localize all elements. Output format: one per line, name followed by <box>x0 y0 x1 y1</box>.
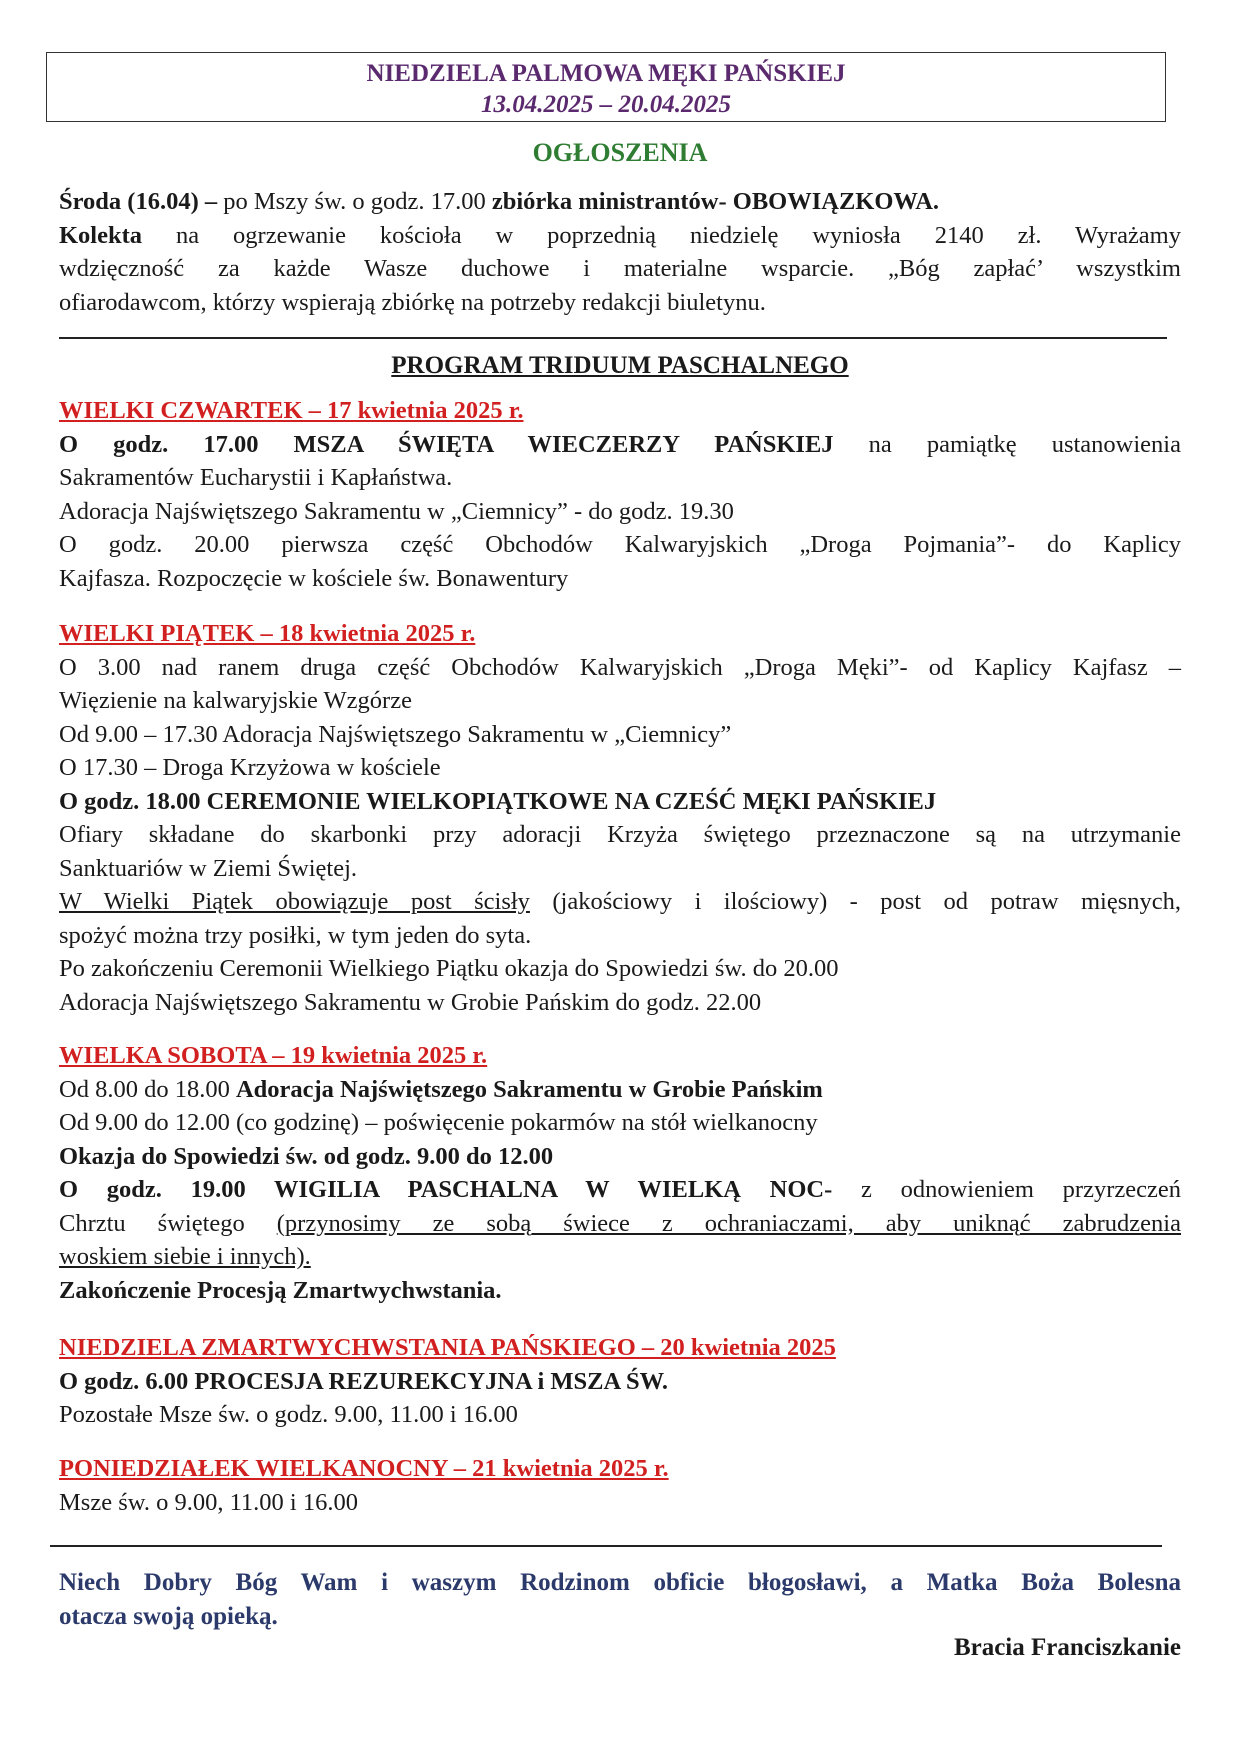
monday-title: PONIEDZIAŁEK WIELKANOCNY – 21 kwietnia 2025 r. <box>59 1455 669 1482</box>
friday-confession: Po zakończeniu Ceremonii Wielkiego Piątku okazja do Spowiedzi św. do 20.00 <box>59 955 839 982</box>
section-saturday <box>59 1039 1181 1307</box>
sunday-line-2: Pozostałe Msze św. o godz. 9.00, 11.00 i 16.00 <box>59 1401 518 1428</box>
friday-offering-2: Sanktuariów w Ziemi Świętej. <box>59 854 358 882</box>
announcements-body <box>59 185 1181 319</box>
friday-line-1: O 3.00 nad ranem druga część Obchodów Kalwaryjskich „Droga Męki”- od Kaplicy Kajfasz – <box>59 653 1181 681</box>
friday-ceremony: O godz. 18.00 CEREMONIE WIELKOPIĄTKOWE NA CZEŚĆ MĘKI PAŃSKIEJ <box>59 787 937 815</box>
bulletin-dates: 13.04.2025 – 20.04.2025 <box>481 91 731 118</box>
wednesday-text: po Mszy św. o godz. 17.00 <box>217 188 492 215</box>
friday-line-4: O 17.30 – Droga Krzyżowa w kościele <box>59 754 441 781</box>
title-box <box>46 52 1166 122</box>
blessing-line-2: otacza swoją opieką. <box>59 1603 278 1630</box>
friday-fast-2: spożyć można trzy posiłki, w tym jeden do syta. <box>59 921 532 949</box>
divider-bottom <box>50 1545 1162 1547</box>
blessing-line-1: Niech Dobry Bóg Wam i waszym Rodzinom obficie błogosławi, a Matka Boża Bolesna <box>59 1569 1181 1596</box>
program-heading: PROGRAM TRIDUUM PASCHALNEGO <box>391 352 849 379</box>
thursday-adoration: Adoracja Najświętszego Sakramentu w „Ciemnicy” - do godz. 19.30 <box>59 497 734 525</box>
section-sunday <box>59 1331 1181 1432</box>
saturday-vigil-2: Chrztu świętego (przynosimy ze sobą świece z ochraniaczami, aby uniknąć zabrudzenia <box>59 1209 1181 1237</box>
thursday-mass-line: O godz. 17.00 MSZA ŚWIĘTA WIECZERZY PAŃSKIEJ na pamiątkę ustanowienia <box>59 430 1181 458</box>
saturday-vigil-3: woskiem siebie i innych). <box>59 1243 311 1270</box>
thursday-calvary-1: O godz. 20.00 pierwsza część Obchodów Kalwaryjskich „Droga Pojmania”- do Kaplicy <box>59 531 1181 558</box>
section-friday <box>59 617 1181 1019</box>
friday-tomb: Adoracja Najświętszego Sakramentu w Grobie Pańskim do godz. 22.00 <box>59 988 762 1016</box>
announcements-heading: OGŁOSZENIA <box>532 138 708 167</box>
section-thursday <box>59 394 1181 595</box>
friday-offering-1: Ofiary składane do skarbonki przy adoracji Krzyża świętego przeznaczone są na utrzymanie <box>59 821 1181 848</box>
wednesday-line <box>59 185 1181 219</box>
wednesday-label: Środa (16.04) – <box>59 188 218 215</box>
saturday-line-3: Okazja do Spowiedzi św. od godz. 9.00 do 12.00 <box>59 1142 554 1170</box>
saturday-vigil-1: O godz. 19.00 WIGILIA PASCHALNA W WIELKĄ NOC- z odnowieniem przyrzeczeń <box>59 1176 1181 1203</box>
collection-line-1: Kolekta na ogrzewanie kościoła w poprzednią niedzielę wyniosła 2140 zł. Wyrażamy <box>59 221 1181 249</box>
friday-line-3: Od 9.00 – 17.30 Adoracja Najświętszego Sakramentu w „Ciemnicy” <box>59 720 732 748</box>
thursday-mass-line-2: Sakramentów Eucharystii i Kapłaństwa. <box>59 464 453 491</box>
saturday-line-1: Od 8.00 do 18.00 Adoracja Najświętszego Sakramentu w Grobie Pańskim <box>59 1075 823 1103</box>
friday-fast-1: W Wielki Piątek obowiązuje post ścisły (jakościowy i ilościowy) - post od potraw mięsnych, <box>59 888 1181 915</box>
friday-title: WIELKI PIĄTEK – 18 kwietnia 2025 r. <box>59 620 476 647</box>
sunday-line-1: O godz. 6.00 PROCESJA REZUREKCYJNA i MSZA ŚW. <box>59 1367 668 1395</box>
sunday-title: NIEDZIELA ZMARTWYCHWSTANIA PAŃSKIEGO – 20 kwietnia 2025 <box>59 1334 836 1361</box>
saturday-title: WIELKA SOBOTA – 19 kwietnia 2025 r. <box>59 1042 488 1069</box>
saturday-line-2: Od 9.00 do 12.00 (co godzinę) – poświęcenie pokarmów na stół wielkanocny <box>59 1109 818 1136</box>
signature: Bracia Franciszkanie <box>953 1634 1181 1661</box>
closing-blessing <box>59 1566 1181 1634</box>
section-monday <box>59 1452 1181 1519</box>
friday-line-2: Więzienie na kalwaryjskie Wzgórze <box>59 687 412 714</box>
saturday-procession: Zakończenie Procesją Zmartwychwstania. <box>59 1276 502 1304</box>
collection-line-3: ofiarodawcom, którzy wspierają zbiórkę na potrzeby redakcji biuletynu. <box>59 288 766 316</box>
wednesday-bold: zbiórka ministrantów- OBOWIĄZKOWA. <box>491 188 940 215</box>
divider-top <box>59 337 1167 339</box>
monday-line-1: Msze św. o 9.00, 11.00 i 16.00 <box>59 1488 358 1516</box>
thursday-title: WIELKI CZWARTEK – 17 kwietnia 2025 r. <box>59 397 524 424</box>
collection-label: Kolekta <box>59 221 143 249</box>
bulletin-title: NIEDZIELA PALMOWA MĘKI PAŃSKIEJ <box>366 60 846 87</box>
thursday-calvary-2: Kajfasza. Rozpoczęcie w kościele św. Bonawentury <box>59 564 569 592</box>
collection-line-2: wdzięczność za każde Wasze duchowe i materialne wsparcie. „Bóg zapłać’ wszystkim <box>59 255 1181 282</box>
